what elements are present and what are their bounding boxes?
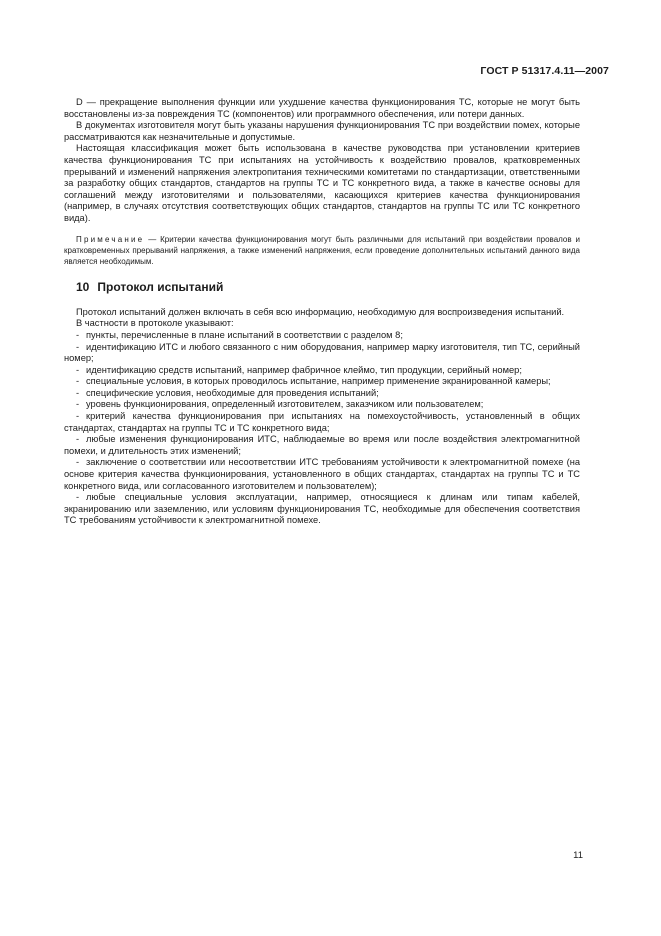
list-dash: -: [76, 364, 80, 375]
note-label: Примечание: [76, 234, 145, 244]
list-item-text: критерий качества функционирования при испытаниях на помехоустойчивость, установленный в общих стандартах, стандартах на группы ТС и ТС конкретного вида;: [64, 411, 580, 433]
list-item: [64, 330, 580, 342]
list-item-text: специфические условия, необходимые для проведения испытаний;: [86, 387, 379, 398]
list-item-text: любые изменения функционирования ИТС, наблюдаемые во время или после воздействия электромагнитной помехи, и длительность этих изменений;: [64, 434, 580, 456]
list-item-text: идентификацию ИТС и любого связанного с ним оборудования, например марку изготовителя, тип ТС, серийный номер;: [64, 341, 580, 364]
list-item-text: любые специальные условия эксплуатации, например, относящиеся к длинам или типам кабелей, экранированию или заземлению, или условиям функционирования ТС, необходимые для обеспечения соответствия ТС требованиям устойчивости к электромагнитной помехе.: [64, 492, 580, 526]
list-item: [64, 492, 580, 527]
list-item-text: заключение о соответствии или несоответствии ИТС требованиям устойчивости к электромагнитной помехе (на основе критерия качества функционирования, установленного в общих стандартах, стандартах на группы ТС и ТС конкретного вида, или согласованного изготовителем и пользователем);: [64, 457, 580, 491]
list-dash: -: [76, 399, 80, 410]
section-heading: [76, 282, 580, 294]
note-text: — Критерии качества функционирования могут быть различными для испытаний при воздействии провалов и кратковременных прерываний напряжения, а также изменений напряжения, если проведение дополнительных испытаний данного вида является необходимым.: [64, 234, 580, 266]
list-dash: -: [76, 329, 80, 340]
list-dash: -: [76, 376, 80, 387]
list-dash: -: [76, 457, 80, 468]
list-dash: -: [76, 411, 80, 422]
document-body: [64, 97, 580, 527]
list-item: [64, 434, 580, 457]
list-item-text: уровень функционирования, определенный изготовителем, заказчиком или пользователем;: [86, 399, 484, 410]
list-item: [64, 411, 580, 434]
list-dash: -: [76, 492, 80, 503]
standard-code-header: ГОСТ Р 51317.4.11—2007: [480, 65, 609, 77]
list-item: [64, 457, 580, 492]
list-dash: -: [76, 341, 80, 352]
paragraph-classification-usage: Настоящая классификация может быть использована в качестве руководства при установлении критериев качества функционирования ТС при испытаниях на устойчивость к воздействию провалов, кратковременных прерываний и изменений напряжения электропитания техническими комитетами по стандартизации, ответственными за разработку общих стандартов, стандартов на группы ТС и ТС конкретного вида, а также в качестве основы для соглашений между изготовителями и пользователями, касающихся критериев качества функционирования (например, в случаях отсутствия соответствующих общих стандартов, стандартов на группы ТС или ТС конкретного вида).: [64, 143, 580, 223]
page-number: 11: [573, 850, 583, 861]
list-dash: -: [76, 434, 80, 445]
section-title: Протокол испытаний: [97, 280, 224, 295]
note-paragraph: [64, 234, 580, 268]
section-number: 10: [76, 280, 90, 295]
list-item: [64, 342, 580, 365]
list-item: [64, 399, 580, 411]
list-item-text: идентификацию средств испытаний, например фабричное клеймо, тип продукции, серийный номер;: [86, 364, 522, 375]
paragraph-protocol-lead: В частности в протоколе указывают:: [76, 318, 234, 329]
list-item-text: специальные условия, в которых проводилось испытание, например применение экранированной камеры;: [86, 376, 551, 387]
list-dash: -: [76, 387, 80, 398]
list-item: [64, 376, 580, 388]
paragraph-manufacturer-docs: В документах изготовителя могут быть указаны нарушения функционирования ТС при воздействии помех, которые рассматриваются как незначительные и допустимые.: [64, 120, 580, 142]
list-item: [64, 388, 580, 400]
list-item-text: пункты, перечисленные в плане испытаний в соответствии с разделом 8;: [86, 329, 403, 340]
paragraph-protocol-intro: Протокол испытаний должен включать в себя всю информацию, необходимую для воспроизведения испытаний.: [76, 306, 565, 317]
paragraph-criterion-d: D — прекращение выполнения функции или ухудшение качества функционирования ТС, которые не могут быть восстановлены из-за повреждения ТС (компонентов) или программного обеспечения, или потери данных.: [64, 97, 580, 119]
list-item: [64, 365, 580, 377]
